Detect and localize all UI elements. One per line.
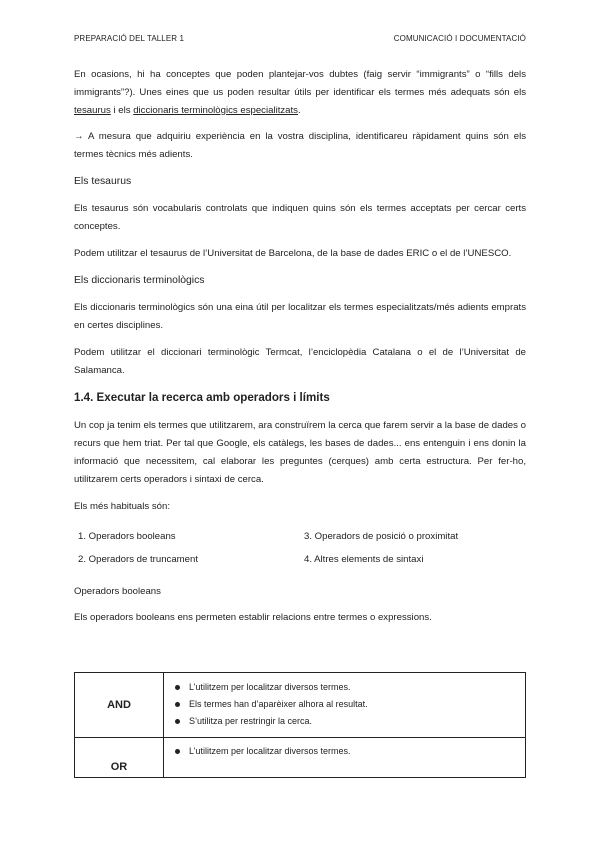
thesaurus-paragraph-1: Els tesaurus són vocabularis controlats que indiquen quins són els termes acceptats per cercar certs conceptes. xyxy=(74,203,526,232)
intro-paragraph: En ocasions, hi ha conceptes que poden plantejar-vos dubtes (faig servir “immigrants” o “fills dels immigrants”?). Unes eines que us poden resultar útils per identificar els termes més adequats són els tesaurus i els diccionaris terminològics especialitzats. xyxy=(74,69,526,116)
tip-paragraph: → A mesura que adquiriu experiència en la vostra disciplina, identificareu ràpidament quins són els termes tècnics més adients. xyxy=(74,131,526,160)
list-item: S’utilitza per restringir la cerca. xyxy=(175,713,524,730)
page-header xyxy=(74,34,526,43)
table-row xyxy=(75,673,526,738)
thesaurus-paragraph-2: Podem utilitzar el tesaurus de l’Universitat de Barcelona, de la base de dades ERIC o el de l’UNESCO. xyxy=(74,248,512,259)
diccionaris-link[interactable]: diccionaris terminològics especialitzats xyxy=(133,105,298,116)
list-item: 1. Operadors booleans xyxy=(78,531,176,542)
page-content xyxy=(74,66,526,627)
operator-and: AND xyxy=(75,673,164,738)
list-item: L’utilitzem per localitzar diversos termes. xyxy=(175,743,524,760)
operator-or-description xyxy=(164,738,526,778)
table-row xyxy=(75,738,526,778)
dictionaries-paragraph-1: Els diccionaris terminològics són una eina útil per localitzar els termes especialitzats/més adients emprats en certes disciplines. xyxy=(74,302,526,331)
header-left: PREPARACIÓ DEL TALLER 1 xyxy=(74,34,185,43)
booleans-intro: Els operadors booleans ens permeten establir relacions entre termes o expressions. xyxy=(74,612,432,623)
operator-and-description xyxy=(164,673,526,738)
dictionaries-paragraph-2: Podem utilitzar el diccionari terminològic Termcat, l’enciclopèdia Catalana o el de l’Universitat de Salamanca. xyxy=(74,347,526,376)
operator-or: OR xyxy=(75,738,164,778)
section-heading: 1.4. Executar la recerca amb operadors i límits xyxy=(74,391,330,404)
list-item: 3. Operadors de posició o proximitat xyxy=(304,531,459,542)
dictionaries-heading: Els diccionaris terminològics xyxy=(74,275,205,286)
booleans-table xyxy=(74,672,526,778)
booleans-heading: Operadors booleans xyxy=(74,586,161,597)
list-item: Els termes han d’aparèixer alhora al resultat. xyxy=(175,696,524,713)
list-item: L’utilitzem per localitzar diversos termes. xyxy=(175,679,524,696)
section-paragraph: Un cop ja tenim els termes que utilitzarem, ara construïrem la cerca que farem servir a la base de dades o recurs que hem triat. Per tal que Google, els catàlegs, les bases de dades... ens entenguin i ens donin la informació que necessitem, cal elaborar les preguntes (cerques) amb certa estructura. Per fer-ho, utilitzarem certs operadors i sintaxi de cerca. xyxy=(74,420,526,485)
habituals-label: Els més habituals són: xyxy=(74,501,170,512)
list-item: 2. Operadors de truncament xyxy=(78,554,198,565)
tesaurus-link[interactable]: tesaurus xyxy=(74,105,111,116)
list-item: 4. Altres elements de sintaxi xyxy=(304,554,424,565)
operators-list xyxy=(78,528,526,569)
header-right: COMUNICACIÓ I DOCUMENTACIÓ xyxy=(393,34,526,43)
thesaurus-heading: Els tesaurus xyxy=(74,176,132,187)
